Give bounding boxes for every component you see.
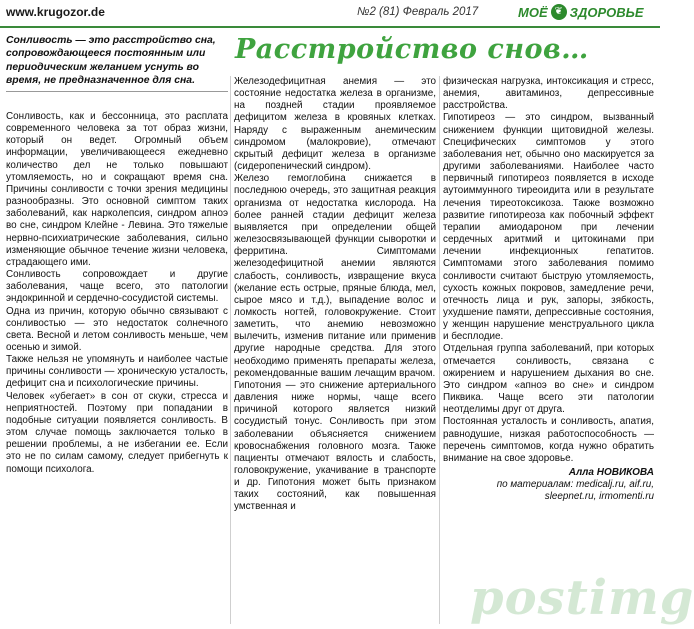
sources-line: sleepnet.ru, irmomenti.ru	[544, 491, 654, 503]
article-lead: Сонливость — это расстройство сна, сопровождающееся постоянным или периодическим желанием уснуть во время, не предназначенное для сна.	[6, 34, 228, 92]
leaf-icon: ❦	[551, 4, 567, 20]
issue-label: №2 (81) Февраль 2017	[357, 6, 479, 18]
paragraph: Железо гемоглобина снижается в последнюю очередь, это защитная реакция организма от недостатка кислорода. На более ранней стадии дефицит железа выявляется при определении общей железосвязывающей функции сыворотки и ферритина. Симптомами железодефицитной анемии являются слабость, сонливость, извращение вкуса (желание есть острые, пряные блюда, мел, сырое мясо и т.д.), выпадение волос и ломкость ногтей, головокружение. Стоит заметить, что анемию невозможно вылечить, изменив питание или применив другие народные средства. Для этого необходимо применять препараты железа, рекомендованные вашим лечащим врачом.	[234, 173, 436, 379]
paragraph: Также нельзя не упомянуть и наиболее частые причины сонливости — хроническую усталость, дефицит сна и психологические причины.	[6, 354, 228, 390]
paragraph: Сонливость, как и бессонница, это расплата современного человека за тот образ жизни, который он ведет. Огромный объем информации, увеличивающееся ежедневно количество дел не только повышают утомляемость, но и сокращают время сна. Причины сонливости с точки зрения медицины разнообразны. Это основной симптом таких заболеваний, как нарколепсия, синдром апноэ во сне, синдром Клейне - Левина. Это тяжелые нервно-психиатрические заболевания, сильно изменяющие обычное течение жизни человека, страдающего ими.	[6, 111, 228, 268]
brand-text-moe: МОЁ	[518, 4, 548, 20]
column-divider	[230, 76, 231, 624]
watermark: postimg	[470, 570, 694, 626]
author-name: Алла НОВИКОВА	[568, 467, 654, 478]
paragraph: Железодефицитная анемия — это состояние недостатка железа в организме, на поздней стадии проявляемое дефицитом железа в кровяных клетках. Наряду с выраженным анемическим синдромом (малокровие), отмечают скрытый дефицит железа в организме (сидеропенический синдром).	[234, 76, 436, 173]
paragraph: Гипотония — это снижение артериального давления ниже нормы, чаще всего причиной которого является низкий сосудистый тонус. Сонливость при этом заболевании объясняется снижением кровоснабжения головного мозга. Также пациенты отмечают вялость и слабость, головокружение, укачивание в транспорте и др. Гипотония может быть признаком таких состояний, как повышенная умственная и	[234, 379, 436, 513]
article-column-1	[6, 111, 228, 476]
paragraph: Сонливость сопровождает и другие заболевания, чаще всего, это патологии эндокринной и сердечно-сосудистой системы.	[6, 269, 228, 305]
paragraph: Одна из причин, которую обычно связывают с сонливостью — это недостаток солнечного света. Весной и летом сонливость меньше, чем осенью и зимой.	[6, 305, 228, 353]
paragraph: Постоянная усталость и сонливость, апатия, равнодушие, низкая работоспособность — перечень симптомов, когда нужно обратить внимание на свое здоровье.	[443, 416, 654, 464]
sources-line: по материалам: medicalj.ru, aif.ru,	[496, 479, 654, 491]
paragraph: Отдельная группа заболеваний, при которых отмечается сонливость, связана с ожирением и нарушением дыхания во сне. Это синдром «апноэ во сне» и синдром Пиквика. Чаще всего эти патологии неотделимы друг от друга.	[443, 343, 654, 416]
article-column-3	[443, 76, 654, 503]
page-header	[0, 0, 660, 28]
article-column-2	[234, 76, 436, 514]
brand-text-zdorovie: ЗДОРОВЬЕ	[569, 4, 644, 20]
column-divider	[439, 76, 440, 624]
article-title: Расстройство снов…	[235, 34, 589, 65]
paragraph: Человек «убегает» в сон от скуки, стресса и неприятностей. Поэтому при попадании в подобные ситуации появляется сонливость. В этом случае помощь заключается только в решении проблемы, а не избегании ее. Если это не по силам самому, следует прибегнуть к помощи психолога.	[6, 390, 228, 475]
paragraph: физическая нагрузка, интоксикация и стресс, анемия, авитаминоз, депрессивные расстройства.	[443, 76, 654, 112]
brand-logo	[518, 2, 644, 22]
site-url[interactable]: www.krugozor.de	[6, 5, 105, 19]
paragraph: Гипотиреоз — это синдром, вызванный снижением функции щитовидной железы. Специфических симптомов у этого заболевания нет, обычно оно маскируется за другими заболеваниями. Наиболее часто первичный гипотиреоз появляется в исходе аутоиммунного тиреоидита или в результате лечения тиреотоксикоза. Также возможно развитие гипотиреоза как побочный эффект терапии амиодароном при лечении сердечных аритмий и цитокинами при лечении инфекционных гепатитов. Симптомами этого заболевания помимо сонливости считают быструю утомляемость, сухость кожных покровов, замедление речи, отечность лица и рук, запоры, зябкость, ухудшение памяти, депрессивные состояния, у женщин нарушение менструального цикла и бесплодие.	[443, 112, 654, 343]
